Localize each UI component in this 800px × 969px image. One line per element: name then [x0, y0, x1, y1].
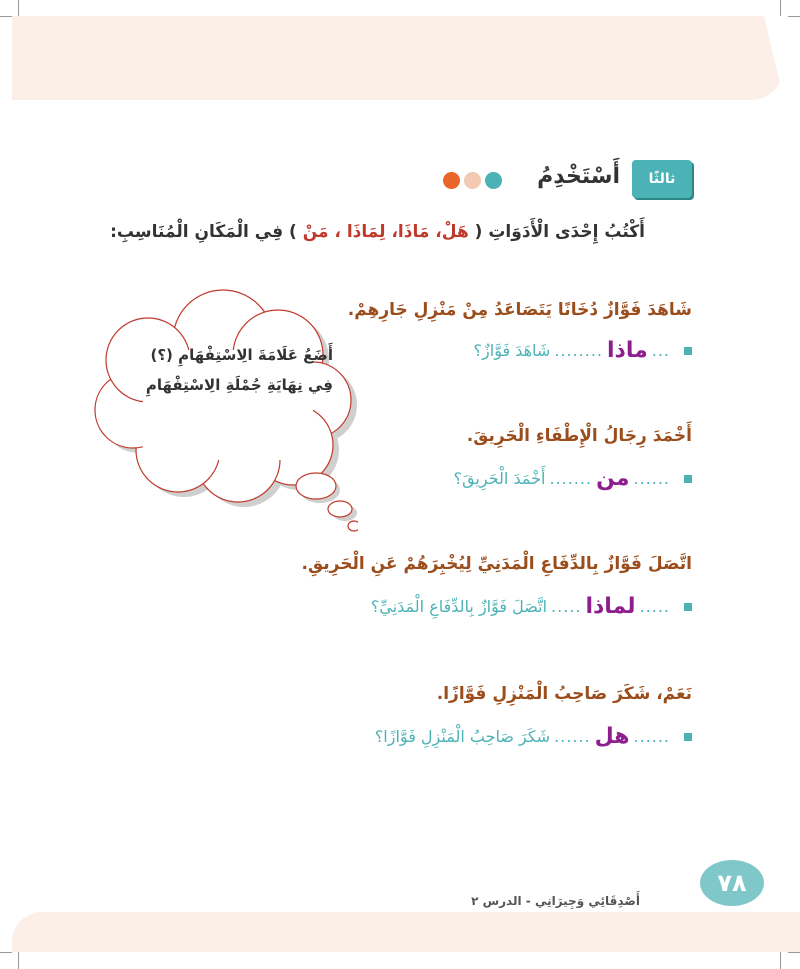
instruction-suffix: ) فِي الْمَكَانِ الْمُنَاسِبِ: — [110, 222, 297, 242]
answer-lead-dots: ..... — [639, 597, 670, 616]
cloud-text — [118, 340, 333, 400]
crop-mark — [780, 0, 781, 16]
square-bullet-icon — [684, 733, 692, 741]
crop-mark — [18, 0, 19, 16]
answer-word: ماذا — [607, 338, 648, 363]
answer-dots: ...... — [554, 727, 591, 746]
answer-lead-dots: ...... — [633, 727, 670, 746]
question-text: اتَّصَلَ فَوَّازٌ بِالدِّفَاعِ الْمَدَنِيِّ؟ — [370, 597, 548, 616]
answer-word: لماذا — [585, 594, 636, 619]
crop-mark — [18, 952, 19, 969]
top-decorative-band — [12, 16, 782, 100]
section-badge: ثالثًا — [632, 160, 692, 198]
dot-icon — [485, 172, 502, 189]
question-text: أَخْمَدَ الْحَرِيقَ؟ — [453, 469, 546, 488]
crop-mark — [780, 952, 781, 969]
exercise-answer-line — [375, 724, 692, 749]
cloud-line: أَضَعُ عَلَامَةَ الِاسْتِفْهَامِ (؟) — [150, 346, 333, 364]
section-header — [372, 160, 692, 198]
dot-icon — [443, 172, 460, 189]
exercise-answer-line — [474, 338, 692, 363]
answer-dots: ..... — [551, 597, 582, 616]
answer-dots: ....... — [549, 469, 593, 488]
exercise-sentence: أَخْمَدَ رِجَالُ الْإِطْفَاءِ الْحَرِيقَ. — [466, 426, 692, 446]
section-title: أَسْتَخْدِمُ — [537, 164, 620, 189]
page-number: ٧٨ — [700, 860, 764, 906]
dot-icon — [464, 172, 481, 189]
instruction — [110, 222, 645, 242]
answer-word: من — [596, 466, 630, 491]
bottom-decorative-band — [12, 912, 800, 952]
cloud-line: فِي نِهَايَةِ جُمْلَةِ الِاسْتِفْهَامِ — [145, 376, 333, 394]
exercise-answer-line — [454, 466, 692, 491]
thought-cloud-icon — [88, 280, 358, 540]
square-bullet-icon — [684, 347, 692, 355]
decorative-dots — [443, 172, 502, 189]
exercise-sentence: نَعَمْ، شَكَرَ صَاحِبُ الْمَنْزِلِ فَوَّازًا. — [436, 684, 692, 704]
crop-mark — [0, 952, 12, 953]
answer-lead-dots: ...... — [633, 469, 670, 488]
crop-mark — [788, 952, 800, 953]
square-bullet-icon — [684, 603, 692, 611]
crop-mark — [0, 16, 12, 17]
exercise-answer-line — [371, 594, 692, 619]
answer-word: هل — [594, 724, 630, 749]
exercise-sentence: شَاهَدَ فَوَّازٌ دُخَانًا يَتَصَاعَدُ مِنْ مَنْزِلِ جَارِهِمْ. — [347, 300, 692, 320]
instruction-prefix: أَكْتُبُ إِحْدَى الْأَدَوَاتِ ( — [474, 222, 645, 242]
answer-dots: ........ — [554, 341, 604, 360]
square-bullet-icon — [684, 475, 692, 483]
answer-lead-dots: ... — [651, 341, 670, 360]
crop-mark — [788, 16, 800, 17]
question-text: شَكَرَ صَاحِبُ الْمَنْزِلِ فَوَّازًا؟ — [374, 727, 551, 746]
lesson-footer: أَصْدِقَائِي وَجِيرَانِي - الدرس ٢ — [471, 894, 640, 908]
instruction-tools: هَلْ، مَاذَا، لِمَاذَا ، مَنْ — [302, 222, 469, 242]
question-text: شَاهَدَ فَوَّازٌ؟ — [473, 341, 551, 360]
exercise-sentence: اتَّصَلَ فَوَّازٌ بِالدِّفَاعِ الْمَدَنِيِّ لِيُخْبِرَهُمْ عَنِ الْحَرِيقِ. — [301, 554, 692, 574]
